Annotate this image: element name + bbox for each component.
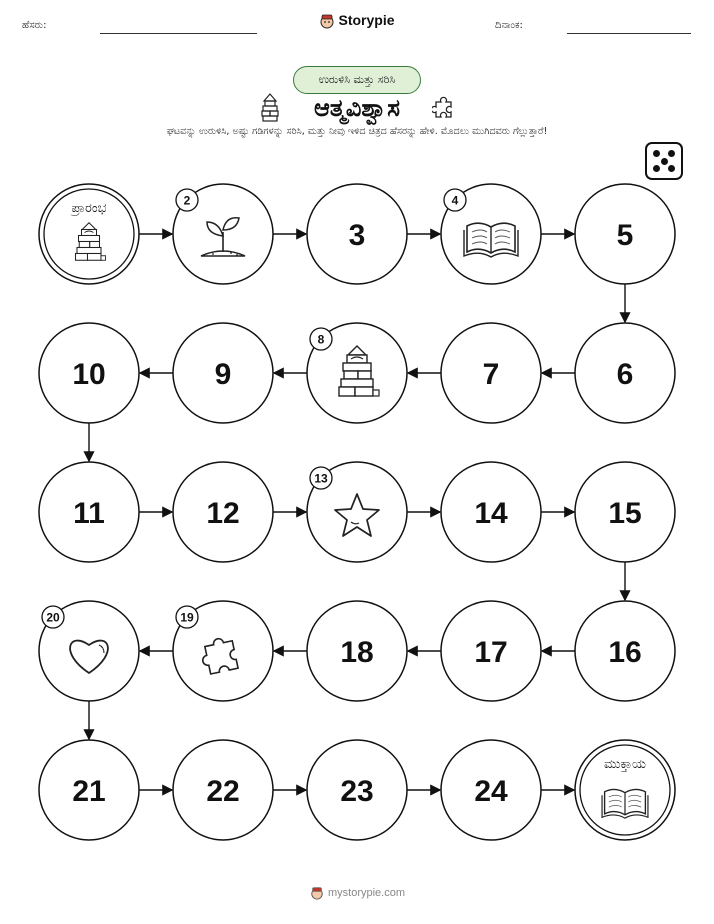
board-square-23[interactable]	[307, 740, 407, 840]
square-number: 5	[616, 219, 634, 252]
board-square-17[interactable]	[441, 601, 541, 701]
board-square-14[interactable]	[441, 462, 541, 562]
date-label: ದಿನಾಂಕ:	[495, 20, 523, 31]
board-square-20[interactable]	[39, 601, 139, 701]
board-square-9[interactable]	[173, 323, 273, 423]
board-square-8[interactable]	[307, 323, 407, 423]
square-number: 15	[608, 497, 642, 530]
start-label: ಪ್ರಾರಂಭ	[71, 201, 107, 216]
square-number-badge: 19	[180, 610, 194, 625]
footer-url: mystorypie.com	[327, 886, 406, 899]
square-number: 22	[206, 775, 240, 808]
instructions: ಘಟವನ್ನು ಉರುಳಿಸಿ, ಅಷ್ಟು ಗಡಿಗಳನ್ನು ಸರಿಸಿ, ಮತ್ತು ನೀವು ಇಳಿದ ಚಿತ್ರದ ಹೆಸರನ್ನು ಹೇಳಿ. ಮೊದಲು ಮುಗಿದವರು ಗೆಲ್ಲುತ್ತಾರೆ!	[166, 126, 548, 137]
board-square-7[interactable]	[441, 323, 541, 423]
board-square-21[interactable]	[39, 740, 139, 840]
board-square-15[interactable]	[575, 462, 675, 562]
board-square-22[interactable]	[173, 740, 273, 840]
board-square-16[interactable]	[575, 601, 675, 701]
square-number: 10	[72, 358, 106, 391]
board-square-3[interactable]	[307, 184, 407, 284]
square-number: 16	[608, 636, 642, 669]
square-number: 9	[214, 358, 232, 391]
square-number: 3	[348, 219, 366, 252]
square-number: 7	[482, 358, 500, 391]
start-square[interactable]	[39, 184, 139, 284]
finish-label: ಮುಕ್ತಾಯ	[604, 757, 646, 772]
square-number: 6	[616, 358, 634, 391]
square-number: 18	[340, 636, 374, 669]
board-square-24[interactable]	[441, 740, 541, 840]
board-square-13[interactable]	[307, 462, 407, 562]
board-square-6[interactable]	[575, 323, 675, 423]
square-number: 23	[340, 775, 374, 808]
square-number-badge: 4	[451, 193, 459, 208]
brand-name: Storypie	[338, 12, 395, 28]
square-number: 21	[72, 775, 106, 808]
finish-square[interactable]	[575, 740, 675, 840]
board-square-4[interactable]	[441, 184, 541, 284]
square-number: 14	[474, 497, 508, 530]
board-square-11[interactable]	[39, 462, 139, 562]
square-number: 24	[474, 775, 508, 808]
board-square-19[interactable]	[173, 601, 273, 701]
footer	[0, 886, 714, 900]
name-label: ಹೆಸರು:	[22, 20, 47, 31]
board-square-10[interactable]	[39, 323, 139, 423]
board-square-5[interactable]	[575, 184, 675, 284]
board-square-18[interactable]	[307, 601, 407, 701]
square-number-badge: 13	[314, 471, 328, 486]
square-number: 11	[73, 497, 105, 530]
board-square-12[interactable]	[173, 462, 273, 562]
activity-pill: ಉರುಳಿಸಿ ಮತ್ತು ಸರಿಸಿ	[293, 66, 421, 94]
square-number-badge: 2	[183, 193, 191, 208]
footer-logo-icon	[309, 886, 325, 900]
square-number-badge: 20	[46, 610, 60, 625]
page-title: ಆತ್ಮವಿಶ್ವಾಸ	[314, 94, 400, 122]
square-number: 12	[206, 497, 240, 530]
square-number-badge: 8	[317, 332, 325, 347]
square-number: 17	[474, 636, 508, 669]
board-square-2[interactable]	[173, 184, 273, 284]
